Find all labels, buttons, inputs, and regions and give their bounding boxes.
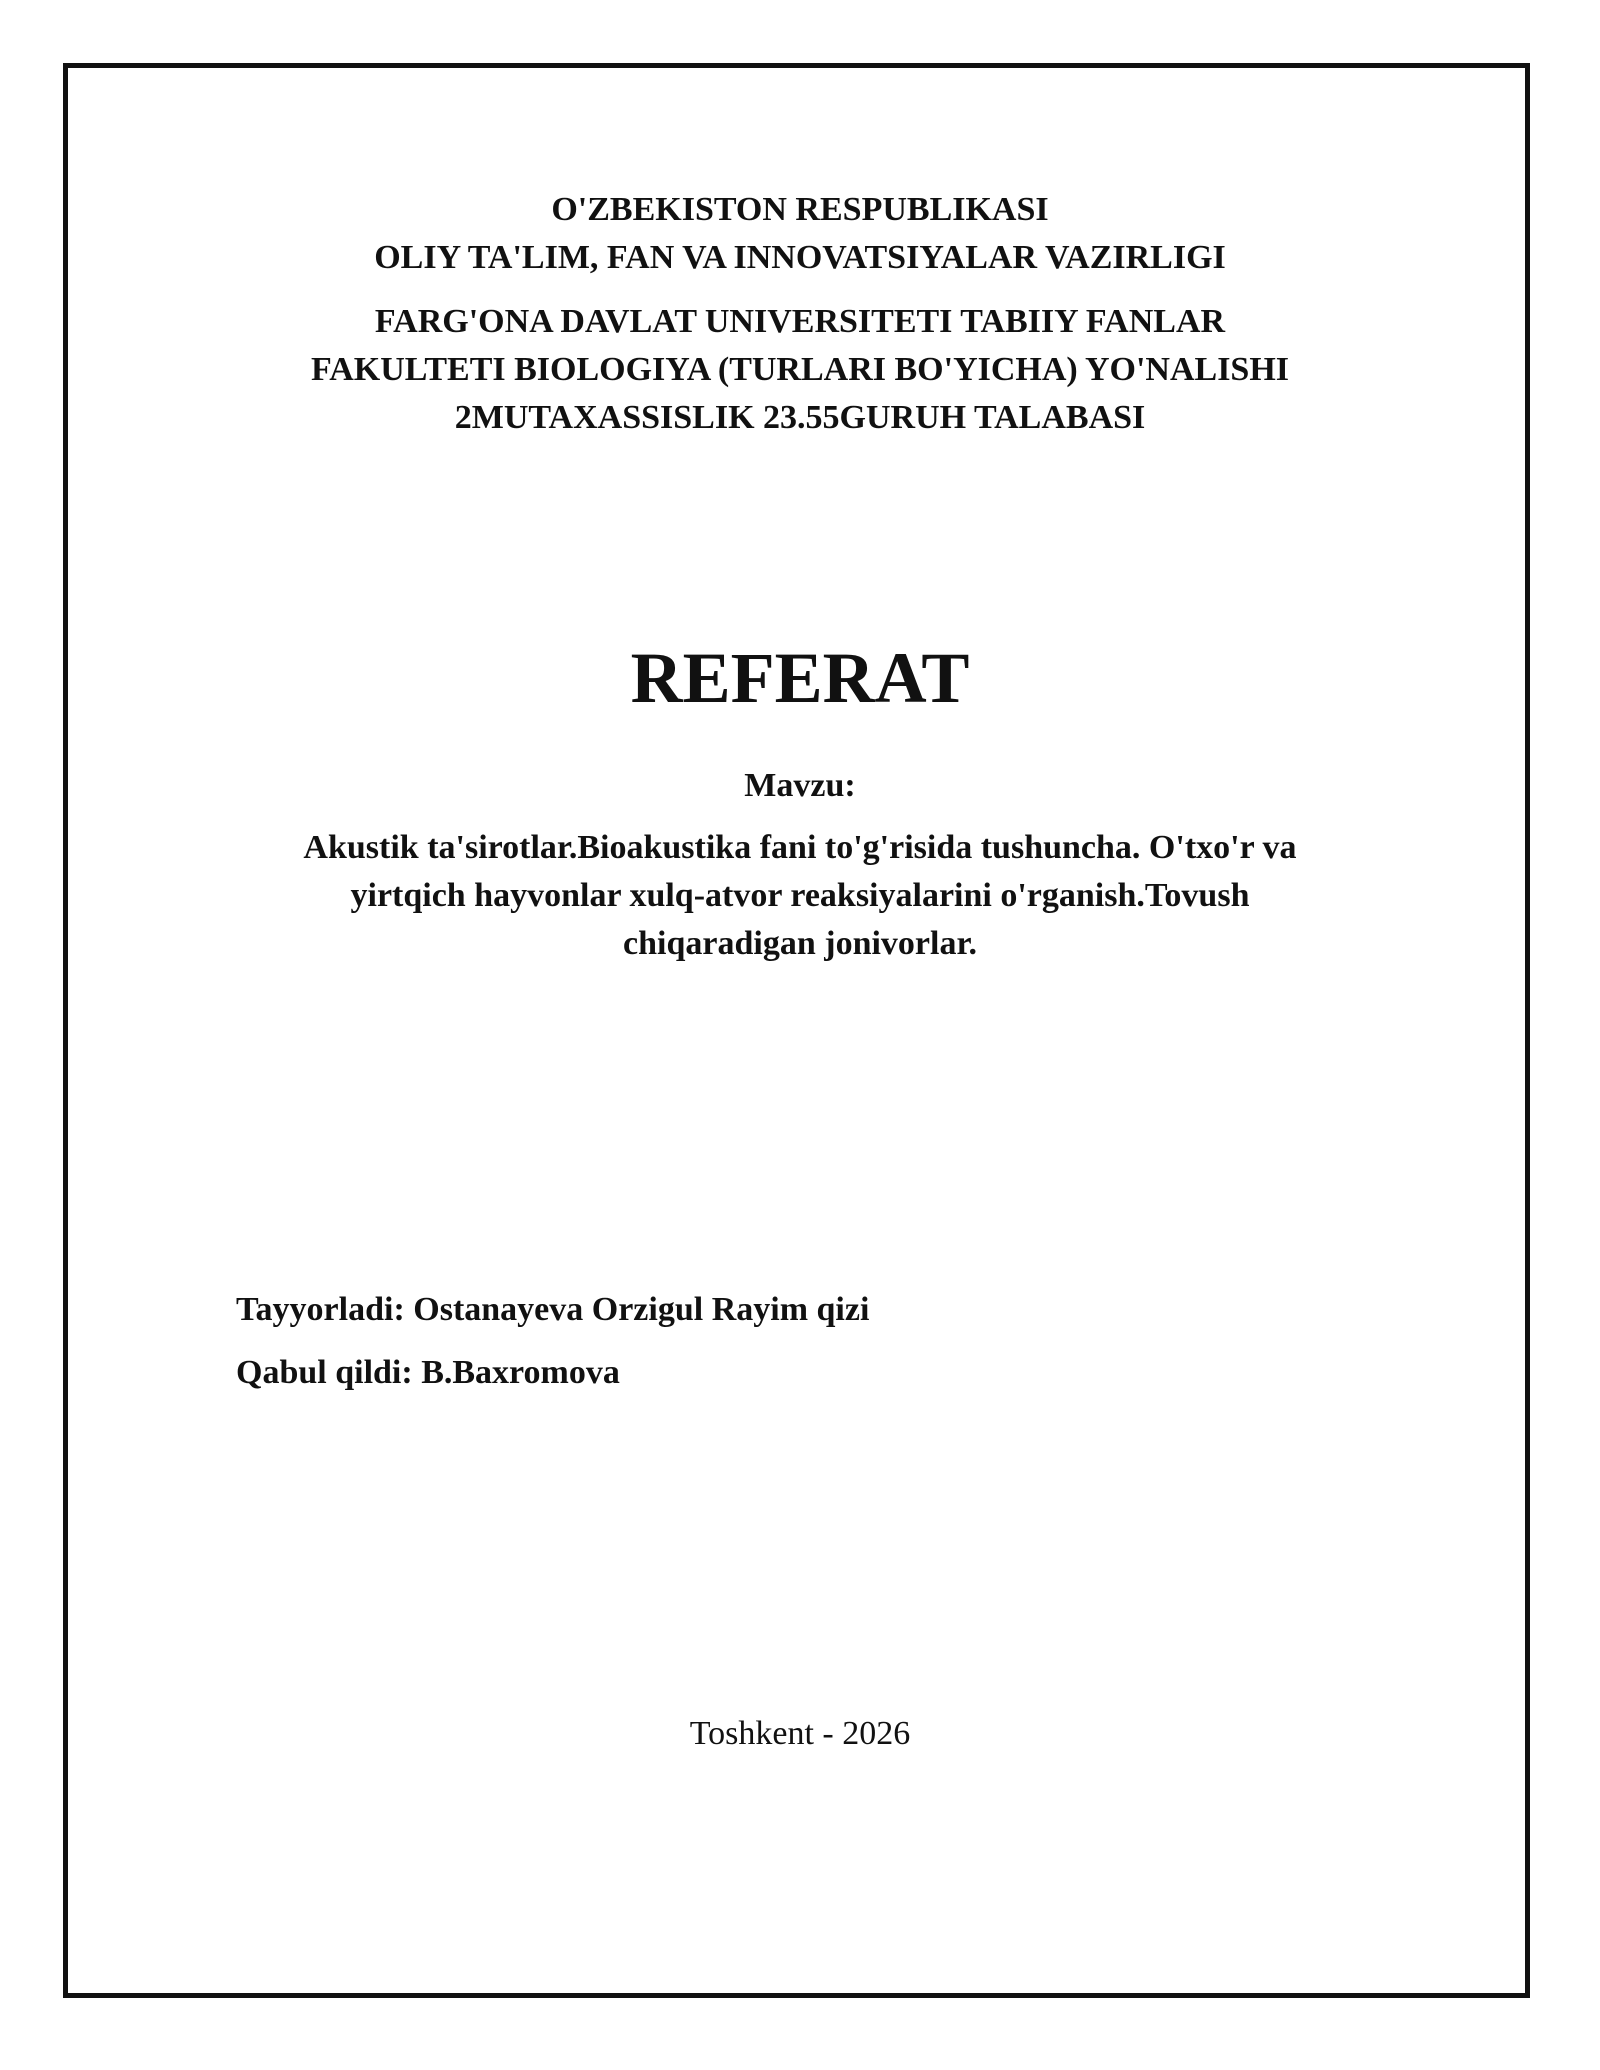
- header-line-faculty: FAKULTETI BIOLOGIYA (TURLARI BO'YICHA) YO'NALISHI: [310, 351, 1290, 388]
- topic-text-line-3: chiqaradigan jonivorlar.: [623, 925, 977, 962]
- topic-label: Mavzu:: [744, 767, 856, 804]
- document-title: REFERAT: [630, 638, 970, 718]
- accepted-by: Qabul qildi: B.Baxromova: [236, 1354, 620, 1391]
- city-year: Toshkent - 2026: [689, 1715, 911, 1752]
- prepared-by: Tayyorladi: Ostanayeva Orzigul Rayim qizi: [236, 1291, 870, 1328]
- header-line-university: FARG'ONA DAVLAT UNIVERSITETI TABIIY FANLAR: [374, 303, 1226, 340]
- header-line-group: 2MUTAXASSISLIK 23.55GURUH TALABASI: [454, 399, 1146, 436]
- header-line-ministry: OLIY TA'LIM, FAN VA INNOVATSIYALAR VAZIRLIGI: [374, 239, 1226, 276]
- topic-text-line-1: Akustik ta'sirotlar.Bioakustika fani to'g'risida tushuncha. O'txo'r va: [303, 829, 1297, 866]
- header-line-country: O'ZBEKISTON RESPUBLIKASI: [551, 191, 1049, 228]
- topic-text-line-2: yirtqich hayvonlar xulq-atvor reaksiyalarini o'rganish.Tovush: [350, 877, 1250, 914]
